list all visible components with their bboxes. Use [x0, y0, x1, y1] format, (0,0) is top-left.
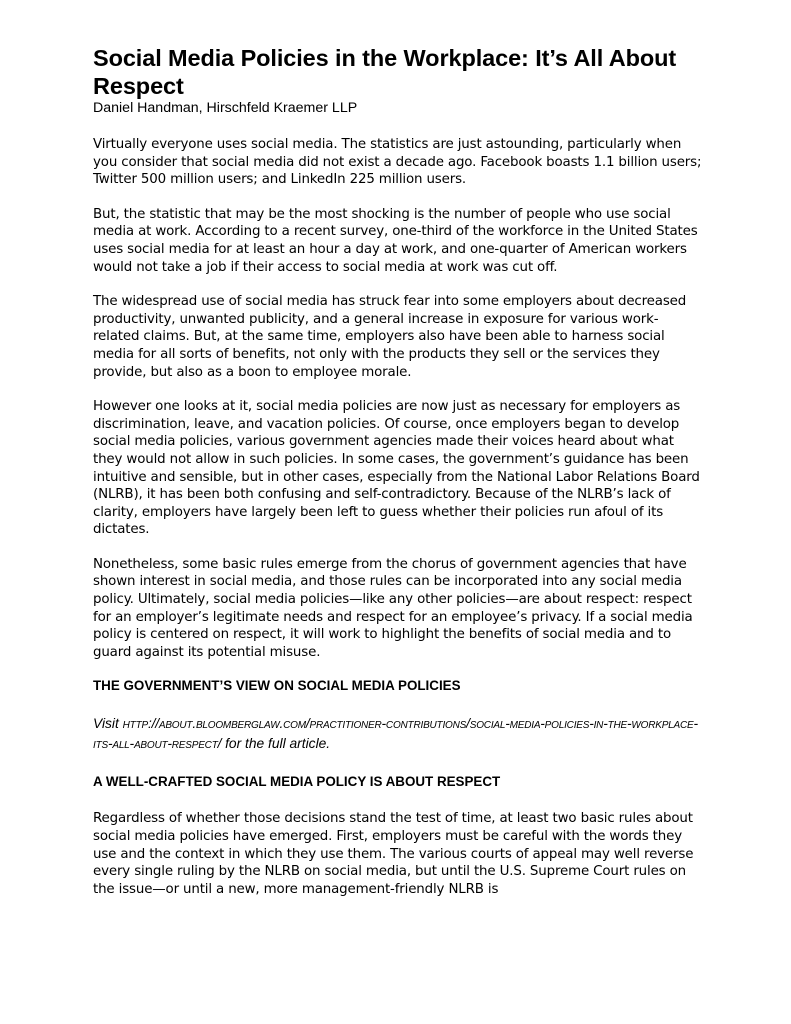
article-title: Social Media Policies in the Workplace: It’s All About Respect	[93, 45, 677, 99]
article-author: Daniel Handman, Hirschfeld Kraemer LLP	[93, 100, 358, 116]
article-url-link[interactable]: http://about.bloomberglaw.com/practitioner-contributions/social-media-policies-in-the-workplace-its-all-about-respect/	[93, 716, 698, 752]
paragraph-2: But, the statistic that may be the most shocking is the number of people who use social media at work. According to a recent survey, one-third of the workforce in the United States uses social media for at least an hour a day at work, and one-quarter of American workers would not take a job if their access to social media at work was cut off.	[93, 206, 698, 275]
visit-note	[93, 714, 703, 754]
paragraph-6: Regardless of whether those decisions stand the test of time, at least two basic rules about social media policies have emerged. First, employers must be careful with the words they use and the context in which they use them. The various courts of appeal may well reverse every single ruling by the NLRB on social media, but until the U.S. Supreme Court rules on the issue—or until a new, more management-friendly NLRB is	[93, 811, 694, 897]
paragraph-4: However one looks at it, social media policies are now just as necessary for employers as discrimination, leave, and vacation policies. Of course, once employers began to develop social media policies, various government agencies made their voices heard about what they would not allow in such policies. In some cases, the government’s guidance has been intuitive and sensible, but in other cases, especially from the National Labor Relations Board (NLRB), it has been both confusing and self-contradictory. Because of the NLRB’s lack of clarity, employers have largely been left to guess whether their policies run afoul of its dictates.	[93, 399, 700, 538]
document-page	[93, 44, 703, 915]
paragraph-3: The widespread use of social media has struck fear into some employers about decreased productivity, unwanted publicity, and a general increase in exposure for various work-related claims. But, at the same time, employers also have been able to harness social media for all sorts of benefits, not only with the products they sell or the services they provide, but also as a boon to employee morale.	[93, 294, 687, 380]
visit-prefix: Visit	[93, 716, 123, 732]
section-heading-government-view: THE GOVERNMENT’S VIEW ON SOCIAL MEDIA POLICIES	[93, 678, 461, 694]
paragraph-1: Virtually everyone uses social media. The statistics are just astounding, particularly when you consider that social media did not exist a decade ago. Facebook boasts 1.1 billion users; Twitter 500 million users; and LinkedIn 225 million users.	[93, 137, 702, 188]
section-heading-respect: A WELL-CRAFTED SOCIAL MEDIA POLICY IS ABOUT RESPECT	[93, 774, 501, 790]
visit-suffix: for the full article.	[221, 736, 331, 752]
paragraph-5: Nonetheless, some basic rules emerge from the chorus of government agencies that have shown interest in social media, and those rules can be incorporated into any social media policy. Ultimately, social media policies—like any other policies—are about respect: respect for an employer’s legitimate needs and respect for an employee’s privacy. If a social media policy is centered on respect, it will work to highlight the benefits of social media and to guard against its potential misuse.	[93, 556, 693, 660]
